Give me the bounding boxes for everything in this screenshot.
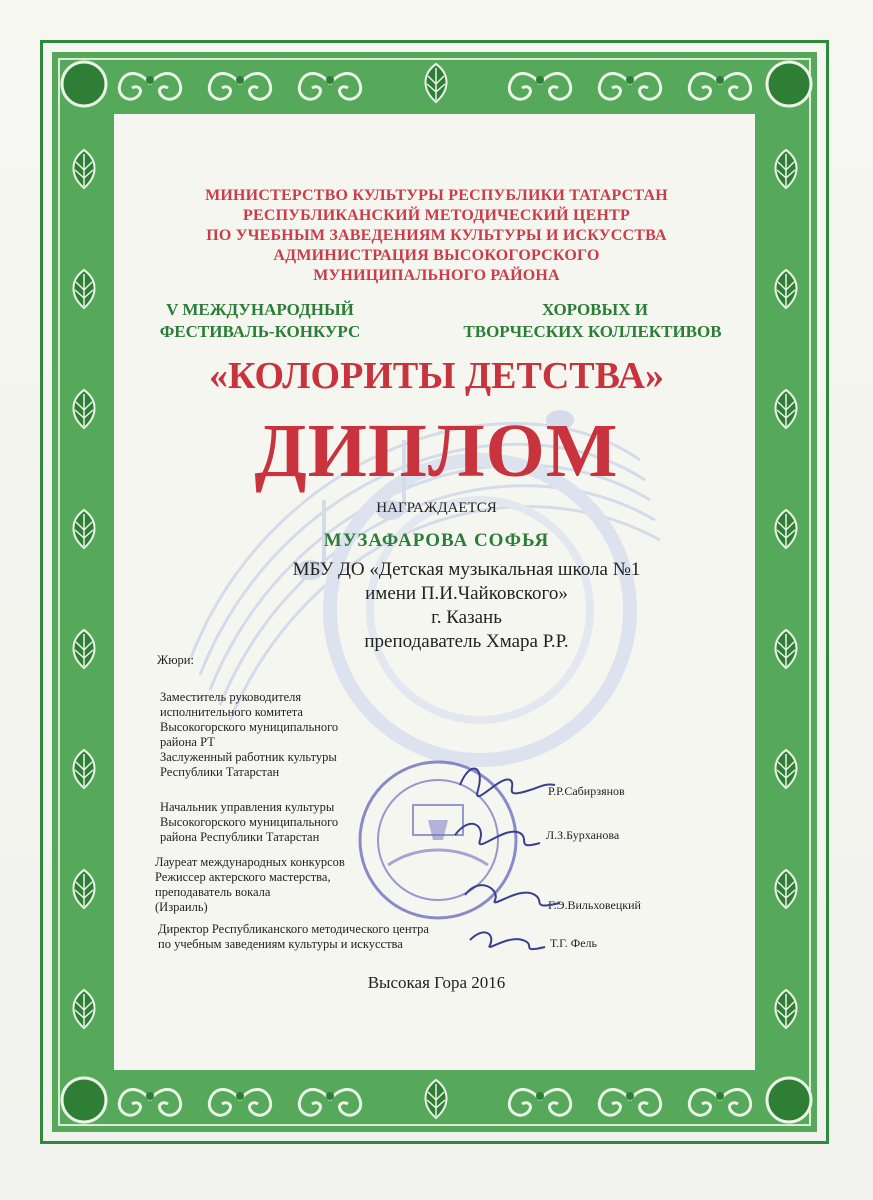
diploma-title: ДИПЛОМ: [254, 409, 619, 493]
city: г. Казань: [431, 607, 502, 628]
jury-member-1-position: Заместитель руководителя исполнительного комитета Высокогорского муниципального района РТ Заслуженный работник культуры Республики Татарстан: [160, 690, 339, 779]
jury-member-3-position: Лауреат международных конкурсов Режиссер актерского мастерства, преподаватель вокала (Израиль): [155, 855, 345, 914]
jury-member-2-name: Л.З.Бурханова: [546, 828, 620, 842]
festival-left-line-2: ФЕСТИВАЛЬ-КОНКУРС: [159, 322, 361, 341]
teacher: преподаватель Хмара Р.Р.: [364, 631, 569, 652]
jury-label: Жюри:: [157, 653, 194, 667]
festival-right-line-1: ХОРОВЫХ И: [542, 300, 648, 319]
header-line-4: АДМИНИСТРАЦИЯ ВЫСОКОГОРСКОГО: [273, 247, 600, 264]
jury-member-4-name: Т.Г. Фель: [550, 936, 597, 950]
festival-name: «КОЛОРИТЫ ДЕТСТВА»: [208, 355, 665, 397]
festival-left-line-1: V МЕЖДУНАРОДНЫЙ: [166, 300, 354, 319]
festival-right-line-2: ТВОРЧЕСКИХ КОЛЛЕКТИВОВ: [463, 322, 722, 341]
header-line-1: МИНИСТЕРСТВО КУЛЬТУРЫ РЕСПУБЛИКИ ТАТАРСТАН: [205, 187, 668, 204]
jury-member-4-position: Директор Республиканского методического центра по учебным заведениям культуры и искусства: [158, 922, 429, 951]
school-line-2: имени П.И.Чайковского»: [365, 583, 568, 604]
header-line-2: РЕСПУБЛИКАНСКИЙ МЕТОДИЧЕСКИЙ ЦЕНТР: [243, 207, 630, 224]
handwritten-signatures: [440, 755, 580, 965]
recipient-name: МУЗАФАРОВА СОФЬЯ: [323, 530, 550, 551]
jury-member-3-name: Г.Э.Вильховецкий: [548, 898, 641, 912]
footer-place-year: Высокая Гора 2016: [367, 973, 506, 992]
header-line-5: МУНИЦИПАЛЬНОГО РАЙОНА: [313, 267, 560, 284]
awarded-label: НАГРАЖДАЕТСЯ: [376, 500, 497, 516]
header-line-3: ПО УЧЕБНЫМ ЗАВЕДЕНИЯМ КУЛЬТУРЫ И ИСКУССТВА: [206, 227, 667, 244]
jury-member-2-position: Начальник управления культуры Высокогорского муниципального района Республики Татарстан: [160, 800, 339, 844]
school-line-1: МБУ ДО «Детская музыкальная школа №1: [292, 559, 641, 580]
jury-member-1-name: Р.Р.Сабирзянов: [548, 784, 625, 798]
